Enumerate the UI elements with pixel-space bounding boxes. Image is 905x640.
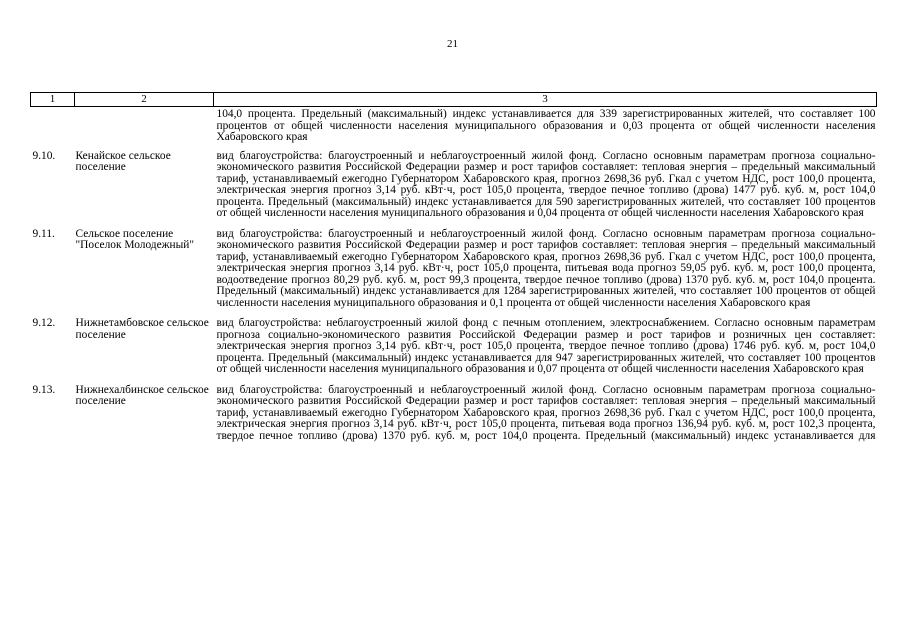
- settlement-name: Сельское поселение "Поселок Молодежный": [75, 227, 195, 251]
- column-header-2: 2: [75, 93, 214, 107]
- table-row: [31, 229, 877, 319]
- settlement-name: Кенайское сельское поселение: [75, 149, 171, 173]
- column-header-1: 1: [31, 93, 75, 107]
- continuation-row: [31, 107, 877, 151]
- continuation-text: 104,0 процента. Предельный (максимальный) индекс устанавливается для 339 зарегистрированных жителей, что составляет 100 процентов от общей численности населения муниципального образования и 0,03 процента от общей численности населения Хабаровского края: [216, 108, 876, 143]
- row-description: вид благоустройства: благоустроенный и неблагоустроенный жилой фонд. Согласно основным параметрам прогноза социально-экономического развития Российской Федерации размер и рост тарифов составляет: тепловая энергия – предельный максимальный тариф, устанавливаемый ежегодно Губернатором Хабаровского края, прогноз 2698,36 руб. Гкал с учетом НДС, рост 100,0 процента, электрическая энергия прогноз 3,14 руб. кВт·ч, рост 105,0 процента, питьевая вода прогноз 136,94 руб. куб. м, рост 102,3 процента, твердое печное топливо (дрова) 1370 руб. куб. м, рост 104,0 процента. Предельный (максимальный) индекс устанавливается для: [216, 383, 876, 442]
- table-row: [31, 151, 877, 229]
- row-description: вид благоустройства: благоустроенный и неблагоустроенный жилой фонд. Согласно основным параметрам прогноза социально-экономического развития Российской Федерации размер и рост тарифов составляет: тепловая энергия – предельный максимальный тариф, устанавливаемый ежегодно Губернатором Хабаровского края, прогноз 2698,36 руб. Гкал с учетом НДС, рост 100,0 процента, электрическая энергия прогноз 3,14 руб. кВт·ч, рост 105,0 процента, твердое печное топливо (дрова) 1477 руб. куб. м, рост 104,0 процента. Предельный (максимальный) индекс устанавливается для 590 зарегистрированных жителей, что составляет 100 процентов от общей численности населения муниципального образования и 0,04 процента от общей численности населения Хабаровского края: [216, 149, 876, 219]
- tariff-table: [30, 92, 877, 442]
- row-number: 9.11.: [32, 227, 55, 240]
- row-number: 9.12.: [32, 317, 56, 329]
- row-description: вид благоустройства: благоустроенный и неблагоустроенный жилой фонд. Согласно основным параметрам прогноза социально-экономического развития Российской Федерации размер и рост тарифов составляет: тепловая энергия – предельный максимальный тариф, устанавливаемый ежегодно Губернатором Хабаровского края, прогноз 2698,36 руб. Гкал с учетом НДС, рост 100,0 процента, электрическая энергия прогноз 3,14 руб. кВт·ч, рост 105,0 процента, питьевая вода прогноз 59,05 руб. куб. м, рост 100,0 процента, водоотведение прогноз 80,29 руб. куб. м, рост 99,3 процента, твердое печное топливо (дрова) 1370 руб. куб. м, рост 104,0 процента. Предельный (максимальный) индекс устанавливается для 1284 зарегистрированных жителей, что составляет 100 процентов от общей численности населения муниципального образования и 0,1 процента от общей численности населения Хабаровского края: [216, 227, 876, 309]
- settlement-name: Нижнехалбинское сельское поселение: [75, 383, 209, 407]
- table-row: [31, 318, 877, 385]
- row-description: вид благоустройства: неблагоустроенный жилой фонд с печным отоплением, электроснабжением. Согласно основным параметрам прогноза социально-экономического развития Российской Федерации размер и рост тарифов и розничных цен составляет: электрическая энергия прогноз 3,14 руб. кВт·ч, рост 105,0 процента, твердое печное топливо (дрова) 1746 руб. куб. м, рост 104,0 процента. Предельный (максимальный) индекс устанавливается для 947 зарегистрированных жителей, что составляет 100 процентов от общей численности населения муниципального образования и 0,07 процента от общей численности населения Хабаровского края: [216, 317, 876, 375]
- page-number: 21: [447, 38, 458, 50]
- table-header-row: [31, 93, 877, 107]
- settlement-name: Нижнетамбовское сельское поселение: [75, 317, 209, 341]
- row-number: 9.10.: [32, 149, 56, 162]
- table-row: [31, 385, 877, 443]
- column-header-3: 3: [214, 93, 877, 107]
- row-number: 9.13.: [32, 383, 56, 396]
